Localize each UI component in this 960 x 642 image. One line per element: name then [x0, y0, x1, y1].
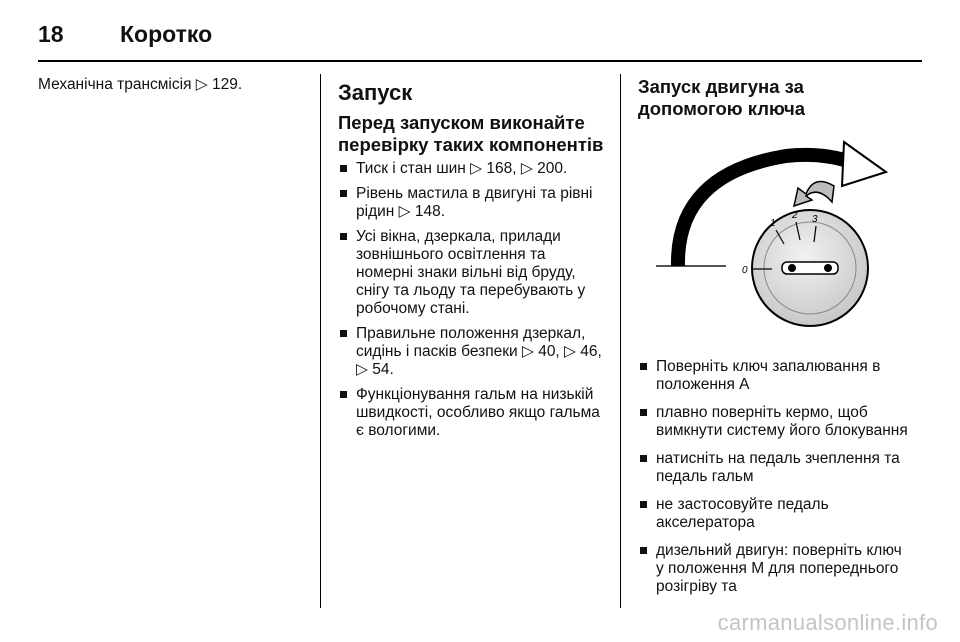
list-item: Рівень мастила в двигуні та рівні рідин ▷ 148. [338, 185, 606, 221]
list-item: натисніть на педаль зчеплення та педаль гальм [638, 450, 908, 486]
watermark: carmanualsonline.info [717, 610, 938, 635]
manual-transmission-ref: Механічна трансмісія ▷ 129. [38, 76, 243, 93]
position-label: 2 [792, 210, 798, 221]
bullet-square-icon [340, 391, 347, 398]
bullet-square-icon [340, 330, 347, 337]
list-item: дизельний двигун: поверніть ключ у положення M для попереднього розігріву та [638, 542, 908, 596]
bullet-square-icon [640, 409, 647, 416]
bullet-square-icon [340, 233, 347, 240]
column-right [638, 76, 908, 606]
position-label: 1 [770, 218, 776, 229]
column-divider-1 [320, 74, 321, 608]
list-item: Правильне положення дзеркал, сидінь і пасків безпеки ▷ 40, ▷ 46, ▷ 54. [338, 325, 606, 379]
arrow-right-icon [842, 142, 886, 186]
bullet-square-icon [640, 547, 647, 554]
page-number: 18 [38, 20, 64, 47]
check-list [338, 160, 606, 440]
bullet-square-icon [340, 165, 347, 172]
section-heading-key-start: Запуск двигуна за допомогою ключа [638, 76, 806, 119]
return-arrow-icon [794, 182, 834, 207]
slot-dot-left [788, 264, 796, 272]
slot-dot-right [824, 264, 832, 272]
list-item: Функціонування гальм на низькій швидкості, особливо якщо гальма є вологими. [338, 386, 606, 440]
header-rule [38, 60, 922, 62]
page-header [38, 14, 212, 54]
list-item: плавно поверніть кермо, щоб вимкнути систему його блокування [638, 404, 908, 440]
bullet-square-icon [640, 455, 647, 462]
subheading-checks: Перед запуском виконайте перевірку таких компонентів [338, 112, 604, 155]
list-item: Поверніть ключ запалювання в положення A [638, 358, 908, 394]
section-heading-start: Запуск [338, 80, 413, 105]
list-item: Усі вікна, дзеркала, прилади зовнішнього освітлення та номерні знаки вільні від бруду, снігу та льоду та перебувають у робочому стані. [338, 228, 606, 318]
list-item: Тиск і стан шин ▷ 168, ▷ 200. [338, 160, 606, 178]
column-left [38, 76, 308, 94]
position-label: 3 [812, 214, 818, 225]
bullet-square-icon [640, 501, 647, 508]
column-middle [338, 76, 606, 447]
position-label: 0 [742, 265, 748, 276]
bullet-square-icon [340, 190, 347, 197]
column-divider-2 [620, 74, 621, 608]
ignition-key-illustration [646, 134, 896, 344]
list-item: не застосовуйте педаль акселератора [638, 496, 908, 532]
start-steps-list [638, 358, 908, 596]
page-title: Коротко [120, 20, 213, 47]
bullet-square-icon [640, 363, 647, 370]
